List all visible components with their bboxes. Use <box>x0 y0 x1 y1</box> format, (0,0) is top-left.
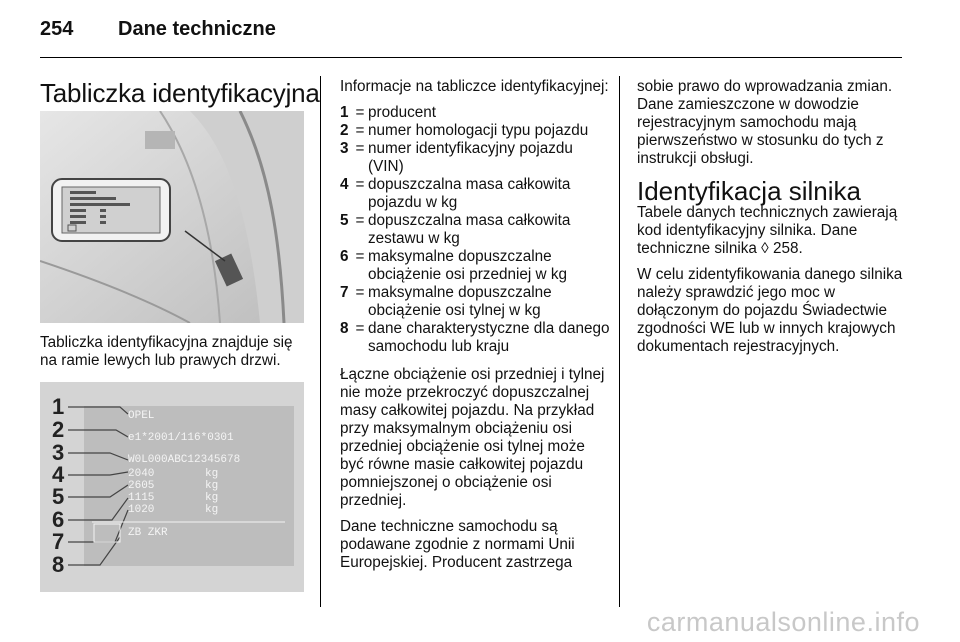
plate-unit: kg <box>205 480 219 492</box>
chapter-title: Dane techniczne <box>118 18 276 40</box>
legend-intro: Informacje na tabliczce identyfikacyjnej: <box>340 78 609 95</box>
callout-number: 3 <box>52 440 65 465</box>
plate-line: 2605 <box>128 480 155 492</box>
plate-line: W0L000ABC12345678 <box>128 454 241 466</box>
column-1 <box>40 78 320 109</box>
callout-number: 8 <box>52 552 65 577</box>
door-frame-photo <box>40 111 304 323</box>
axle-load-paragraph: Łączne obciążenie osi przedniej i tylnej nie może przekroczyć dopuszczalnej masy całkowitej pojazdu. Na przykład przy maksymalnym obciążeniu osi przedniej obciążenie osi tylnej może być równe masie całkowitej pojazdu pomniejszonej o obciążenie osi przedniej. <box>340 366 605 509</box>
plate-bottom-line: ZB ZKR <box>128 527 168 539</box>
plate-line: 2040 <box>128 468 155 480</box>
plate-line: e1*2001/116*0301 <box>128 432 234 444</box>
callout-number: 5 <box>52 484 65 509</box>
plate-line: 1020 <box>128 504 155 516</box>
plate-line: 1115 <box>128 492 155 504</box>
plate-line: OPEL <box>128 410 155 422</box>
page-number: 254 <box>40 18 74 40</box>
callout-number: 7 <box>52 529 65 554</box>
engine-power-paragraph: W celu zidentyfikowania danego silnika należy sprawdzić jego moc w dołączonym do pojazdu Świadectwie zgodności WE lub w innych krajowych dokumentach rejestracyjnych. <box>637 266 903 355</box>
legend-item: 1 = producent <box>340 104 437 121</box>
section-heading-plate: Tabliczka identyfikacyjna <box>40 78 320 108</box>
callout-number: 2 <box>52 417 65 442</box>
legend-item: 5 = dopuszczalna masa całkowita zestawu w kg <box>340 212 571 247</box>
continued-paragraph: sobie prawo do wprowadzania zmian. Dane zamieszczone w dowodzie rejestracyjnym samochodu mają pierwszeństwo w stosunku do tych z instrukcji obsługi. <box>637 78 893 167</box>
id-plate-diagram <box>40 382 304 592</box>
engine-code-paragraph: Tabele danych technicznych zawierają kod identyfikacyjny silnika. Dane techniczne silnika ◊ 258. <box>637 204 898 257</box>
callout-number: 1 <box>52 394 65 419</box>
legend-item: 6 = maksymalne dopuszczalne obciążenie osi przedniej w kg <box>340 248 567 283</box>
column-3 <box>637 78 905 364</box>
legend-item: 8 = dane charakterystyczne dla danego samochodu lub kraju <box>340 320 610 355</box>
column-divider-1 <box>320 76 321 607</box>
plate-legend <box>340 104 612 356</box>
photo-caption: Tabliczka identyfikacyjna znajduje się na ramie lewych lub prawych drzwi. <box>40 334 293 369</box>
plate-unit: kg <box>205 468 219 480</box>
plate-unit: kg <box>205 504 219 516</box>
watermark: carmanualsonline.info <box>646 607 920 637</box>
callout-number: 4 <box>52 462 65 487</box>
column-divider-2 <box>619 76 620 607</box>
section-heading-engine: Identyfikacja silnika <box>637 176 861 206</box>
eu-standards-paragraph: Dane techniczne samochodu są podawane zgodnie z normami Unii Europejskiej. Producent zastrzega <box>340 518 575 571</box>
page-reference-link[interactable]: 258. <box>772 240 803 257</box>
legend-item: 4 = dopuszczalna masa całkowita pojazdu w kg <box>340 176 571 211</box>
column-2 <box>340 78 612 580</box>
legend-item: 3 = numer identyfikacyjny pojazdu (VIN) <box>340 140 573 175</box>
plate-unit: kg <box>205 492 219 504</box>
legend-item: 7 = maksymalne dopuszczalne obciążenie osi tylnej w kg <box>340 284 552 319</box>
callout-number: 6 <box>52 507 65 532</box>
legend-item: 2 = numer homologacji typu pojazdu <box>340 122 589 139</box>
header-rule <box>40 57 902 58</box>
page-reference-arrow-icon: ◊ <box>761 240 769 257</box>
